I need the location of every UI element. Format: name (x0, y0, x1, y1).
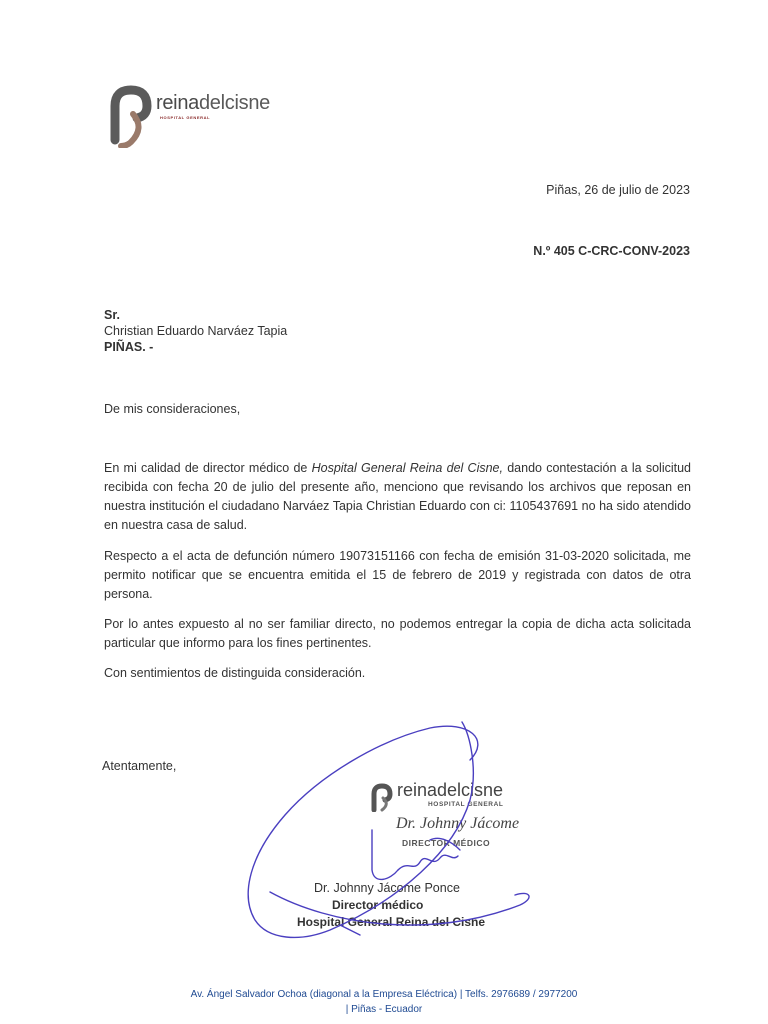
greeting: De mis consideraciones, (104, 402, 241, 416)
signatory-organization: Hospital General Reina del Cisne (297, 915, 486, 929)
stamp-role: DIRECTOR MÉDICO (402, 838, 491, 848)
official-stamp (368, 780, 538, 850)
footer-address: Av. Ángel Salvador Ochoa (diagonal a la Empresa Eléctrica) | Telfs. 2976689 / 2977200 (190, 989, 578, 1000)
signatory-name: Dr. Johnny Jácome Ponce (314, 881, 460, 895)
paragraph-2: Respecto a el acta de defunción número 19073151166 con fecha de emisión 31-03-2020 solicitada, me permito notificar que se encuentra emitida el 15 de febrero de 2019 y registrada con datos de otra persona. (104, 549, 691, 601)
recipient-city: PIÑAS. - (104, 340, 154, 354)
hospital-logo (107, 84, 327, 148)
signatory-title: Director médico (332, 898, 424, 912)
reference-number: N.º 405 C-CRC-CONV-2023 (533, 244, 690, 258)
paragraph-1: En mi calidad de director médico de Hospital General Reina del Cisne, dando contestación a la solicitud recibida con fecha 20 de julio del presente año, menciono que revisando los archivos que reposan en nuestra institución el ciudadano Narváez Tapia Christian Eduardo con ci: 1105437691 no ha sido atendido en nuestra casa de salud. (104, 461, 691, 532)
closing: Atentamente, (102, 759, 177, 773)
stamp-doctor-name: Dr. Johnny Jácome (396, 815, 520, 832)
stamp-wordmark: reinadelcisne (397, 780, 504, 800)
paragraph-3: Por lo antes expuesto al no ser familiar directo, no podemos entregar la copia de dicha acta solicitada particular que informo para los fines pertinentes. (104, 617, 691, 650)
recipient-name: Christian Eduardo Narváez Tapia (104, 324, 288, 338)
logo-mark-icon (107, 84, 155, 148)
footer-city: | Piñas - Ecuador (345, 1004, 423, 1015)
stamp-subtitle: HOSPITAL GENERAL (428, 801, 504, 808)
logo-wordmark: reinadelcisne (156, 92, 270, 114)
paragraph-4: Con sentimientos de distinguida consideración. (104, 666, 366, 680)
letter-date: Piñas, 26 de julio de 2023 (546, 183, 690, 197)
salutation-title: Sr. (104, 308, 120, 322)
stamp-logo-icon (368, 782, 398, 812)
recipient-address (104, 307, 287, 355)
logo-subtitle: HOSPITAL GENERAL (160, 115, 211, 120)
